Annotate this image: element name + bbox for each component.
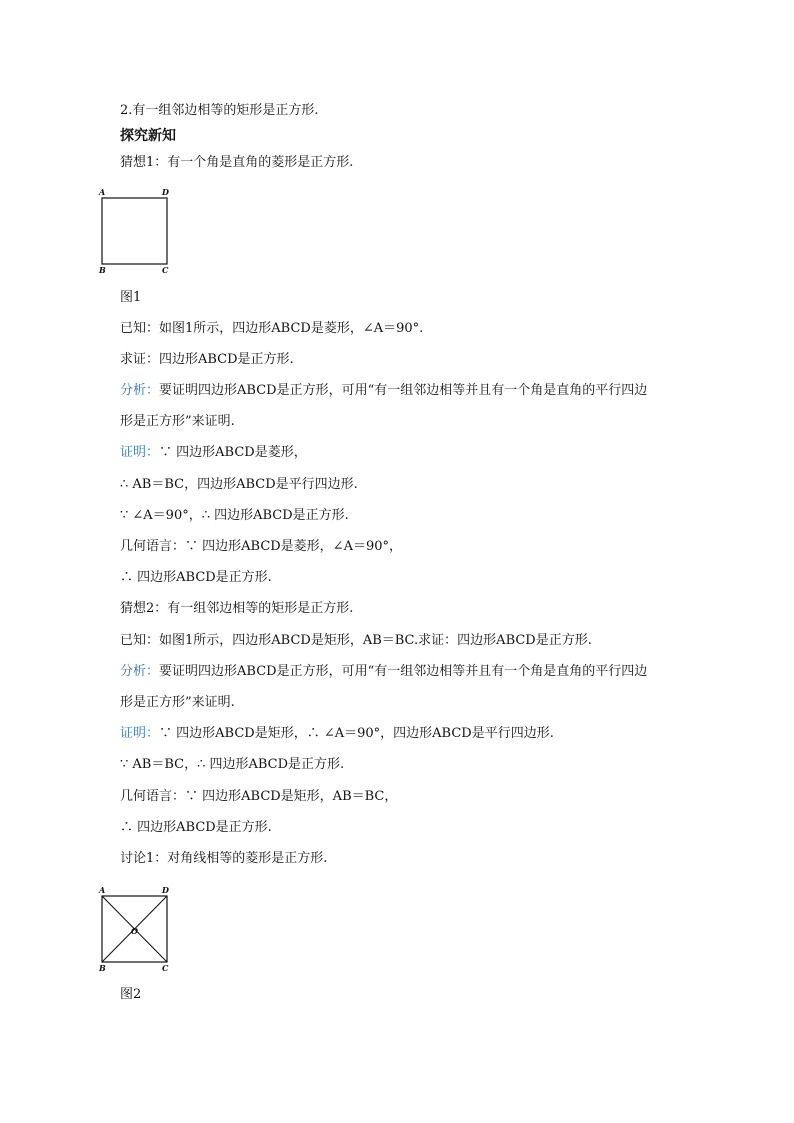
vertex-label-c: C	[162, 963, 169, 973]
text-line: 求证：四边形ABCD是正方形.	[120, 352, 294, 367]
vertex-label-a: A	[99, 187, 106, 197]
section-heading: 探究新知	[120, 128, 176, 144]
proof-paragraph	[120, 725, 554, 743]
figure-1-square	[98, 186, 178, 280]
analysis-label: 分析：	[120, 383, 160, 398]
analysis-text: 要证明四边形ABCD是正方形，可用“有一组邻边相等并且有一个角是直角的平行四边	[159, 664, 648, 679]
text-line: 猜想1：有一个角是直角的菱形是正方形.	[120, 155, 354, 170]
figure-1-caption: 图1	[120, 290, 142, 305]
vertex-label-a: A	[99, 885, 106, 895]
vertex-label-b: B	[99, 265, 106, 275]
proof-text: ∵ 四边形ABCD是菱形，	[159, 445, 307, 460]
figure-2-caption: 图2	[120, 987, 142, 1002]
figure-2-square-diagonals	[98, 884, 178, 978]
text-line: 形是正方形”来证明.	[120, 695, 235, 710]
text-line: 形是正方形”来证明.	[120, 414, 235, 429]
text-line: 几何语言：∵ 四边形ABCD是矩形，AB＝BC，	[120, 789, 398, 804]
center-label-o: O	[131, 926, 138, 936]
vertex-label-d: D	[162, 187, 169, 197]
proof-label: 证明：	[120, 445, 160, 460]
proof-paragraph	[120, 444, 307, 462]
text-line: 讨论1：对角线相等的菱形是正方形.	[120, 851, 328, 866]
vertex-label-b: B	[99, 963, 106, 973]
text-line: ∴ 四边形ABCD是正方形.	[120, 820, 272, 835]
proof-label: 证明：	[120, 726, 160, 741]
proof-text: ∵ 四边形ABCD是矩形，∴ ∠A＝90°，四边形ABCD是平行四边形.	[159, 726, 554, 741]
text-line: 已知：如图1所示，四边形ABCD是菱形，∠A＝90°.	[120, 321, 424, 336]
analysis-paragraph	[120, 382, 647, 400]
text-line: 2.有一组邻边相等的矩形是正方形.	[120, 103, 319, 118]
text-line: ∴ 四边形ABCD是正方形.	[120, 570, 272, 585]
analysis-text: 要证明四边形ABCD是正方形，可用“有一组邻边相等并且有一个角是直角的平行四边	[159, 383, 648, 398]
analysis-paragraph	[120, 663, 647, 681]
text-line: 几何语言：∵ 四边形ABCD是菱形，∠A＝90°，	[120, 539, 403, 554]
text-line: ∵ ∠A＝90°，∴ 四边形ABCD是正方形.	[120, 508, 349, 523]
text-line: 猜想2：有一组邻边相等的矩形是正方形.	[120, 601, 354, 616]
analysis-label: 分析：	[120, 664, 160, 679]
vertex-label-c: C	[162, 265, 169, 275]
text-line: ∵ AB＝BC，∴ 四边形ABCD是正方形.	[120, 757, 345, 772]
text-line: ∴ AB＝BC，四边形ABCD是平行四边形.	[120, 477, 358, 492]
vertex-label-d: D	[162, 885, 169, 895]
text-line: 已知：如图1所示，四边形ABCD是矩形，AB＝BC.求证：四边形ABCD是正方形.	[120, 633, 592, 648]
